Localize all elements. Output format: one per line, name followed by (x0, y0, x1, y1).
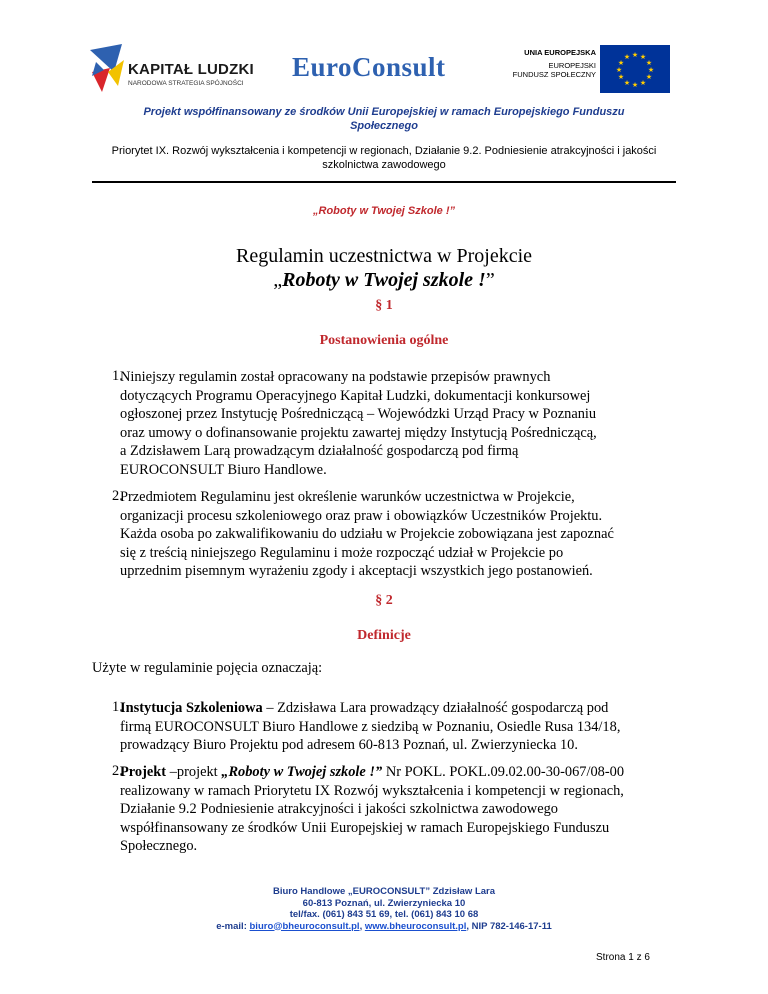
eu-flag-icon (600, 45, 670, 93)
document-title-line1: Regulamin uczestnictwa w Projekcie (235, 245, 532, 267)
cofinance-line-1: Projekt współfinansowany ze środków Unii Europejskiej w ramach Europejskiego Funduszu (143, 106, 625, 118)
text-line: współfinansowany ze środków Unii Europejskiej w ramach Europejskiego Funduszu (120, 819, 610, 836)
svg-text:★: ★ (645, 73, 653, 81)
text-line: prowadzący Biuro Projektu pod adresem 60-813 Poznań, ul. Zwierzyniecka 10. (120, 737, 578, 754)
definition-term: Instytucja Szkoleniowa (120, 700, 263, 716)
svg-text:★: ★ (617, 73, 625, 81)
svg-text:★: ★ (645, 59, 653, 67)
eu-logo-line2: EUROPEJSKI (548, 61, 596, 70)
priority-note (0, 144, 768, 172)
section1-item1-number: 1. (112, 368, 123, 384)
header-divider (92, 181, 676, 183)
title-close-quote: ” (485, 269, 495, 291)
definition-term: Projekt (120, 764, 167, 780)
footer-address: 60-813 Poznań, ul. Zwierzyniecka 10 (302, 897, 466, 909)
section2-intro: Użyte w regulaminie pojęcia oznaczają: (92, 660, 323, 676)
kapital-ludzki-logo (88, 42, 263, 97)
section2-symbol: § 2 (375, 593, 393, 608)
svg-text:★: ★ (639, 53, 647, 61)
definition-project-name: „Roboty w Twojej szkole !” (221, 764, 383, 780)
text-line: firmą EUROCONSULT Biuro Handlowe z siedzibą w Poznaniu, Osiedle Rusa 134/18, (120, 718, 621, 735)
footer-nip: , NIP 782-146-17-11 (466, 920, 552, 932)
text-line: uprzednim pisemnym wyrażeniu zgody i akceptacji wszystkich jego postanowień. (120, 563, 593, 580)
section1-item1 (120, 368, 672, 480)
definition-text: – Zdzisława Lara prowadzący działalność gospodarczą pod (262, 700, 609, 716)
text-line: ogłoszonej przez Instytucję Pośredniczącą – Wojewódzki Urząd Pracy w Poznaniu (120, 406, 597, 423)
kapital-ludzki-title: KAPITAŁ LUDZKI (128, 61, 254, 78)
svg-text:★: ★ (639, 79, 647, 87)
definition-text: Nr POKL. POKL.09.02.00-30-067/08-00 (382, 764, 625, 780)
euroconsult-logo: EuroConsult (292, 52, 446, 82)
footer-email-label: e-mail: (216, 920, 250, 932)
section1-item2-number: 2. (112, 488, 123, 504)
text-line: się z treścią niniejszego Regulaminu i może rozpocząć udział w Projekcie po (120, 544, 564, 561)
text-line (120, 699, 672, 718)
section2-item1-number: 1. (112, 699, 123, 715)
footer-phone: tel/fax. (061) 843 51 69, tel. (061) 843 10 68 (289, 909, 479, 920)
kapital-ludzki-emblem-icon (88, 42, 128, 97)
footer-company: Biuro Handlowe „EUROCONSULT” Zdzisław Lara (272, 886, 496, 897)
text-line: Każda osoba po zakwalifikowaniu do udziału w Projekcie zobowiązana jest zapoznać (120, 526, 614, 543)
priority-line-2: szkolnictwa zawodowego (322, 159, 446, 171)
section1-item2 (120, 488, 672, 581)
section2-item2-number: 2. (112, 763, 123, 779)
text-line: Społecznego. (120, 838, 198, 855)
document-title-line2 (0, 268, 768, 292)
text-line: Działanie 9.2 Podniesienie atrakcyjności i jakości szkolnictwa zawodowego (120, 801, 558, 818)
cofinance-line-2: Społecznego (350, 120, 418, 132)
footer-separator: , (359, 920, 365, 932)
title-open-quote: „ (273, 269, 283, 291)
text-line: oraz umowy o dofinansowanie projektu zawartej między Instytucją Pośredniczącą, (120, 424, 597, 441)
section1-symbol: § 1 (375, 298, 393, 313)
svg-text:★: ★ (623, 79, 631, 87)
text-line: EUROCONSULT Biuro Handlowe. (120, 461, 327, 478)
text-line: organizacji procesu szkoleniowego oraz praw i obowiązków Uczestników Projektu. (120, 507, 603, 524)
text-line: Niniejszy regulamin został opracowany na podstawie przepisów prawnych (120, 369, 551, 385)
svg-text:★: ★ (615, 66, 623, 74)
footer-contact (0, 921, 768, 933)
svg-text:★: ★ (647, 66, 655, 74)
title-project-name: Roboty w Twojej szkole ! (282, 269, 486, 291)
section2-heading: Definicje (357, 628, 411, 643)
section1-heading: Postanowienia ogólne (319, 333, 449, 348)
page-number: Strona 1 z 6 (596, 952, 650, 963)
text-line: realizowany w ramach Priorytetu IX Rozwój wykształcenia i kompetencji w regionach, (120, 782, 624, 799)
svg-text:★: ★ (623, 53, 631, 61)
project-motto: „Roboty w Twojej Szkole !” (313, 205, 455, 217)
text-line (120, 763, 672, 782)
priority-line-1: Priorytet IX. Rozwój wykształcenia i kompetencji w regionach, Działanie 9.2. Podniesienie atrakcyjności i jakości (111, 145, 657, 157)
svg-text:★: ★ (631, 51, 639, 59)
text-line: Przedmiotem Regulaminu jest określenie warunków uczestnictwa w Projekcie, (120, 489, 575, 505)
eu-logo-line3: FUNDUSZ SPOŁECZNY (512, 70, 596, 79)
eu-logo (500, 41, 672, 101)
section2-item2 (120, 763, 672, 856)
text-line: dotyczących Programu Operacyjnego Kapitał Ludzki, dokumentacji konkursowej (120, 387, 591, 404)
footer-website-link[interactable]: www.bheuroconsult.pl (364, 920, 467, 932)
document-title (0, 244, 768, 292)
footer-email-link[interactable]: biuro@bheuroconsult.pl (249, 920, 360, 932)
section2-item1 (120, 699, 672, 755)
footer (0, 886, 768, 932)
svg-text:★: ★ (631, 81, 639, 89)
text-line: a Zdzisławem Larą prowadzącym działalność gospodarczą pod firmą (120, 443, 519, 460)
definition-dash: –projekt (166, 764, 222, 780)
kapital-ludzki-subtitle: NARODOWA STRATEGIA SPÓJNOŚCI (128, 80, 244, 87)
eu-logo-line1: UNIA EUROPEJSKA (524, 48, 596, 57)
svg-text:★: ★ (617, 59, 625, 67)
cofinance-note (0, 105, 768, 133)
